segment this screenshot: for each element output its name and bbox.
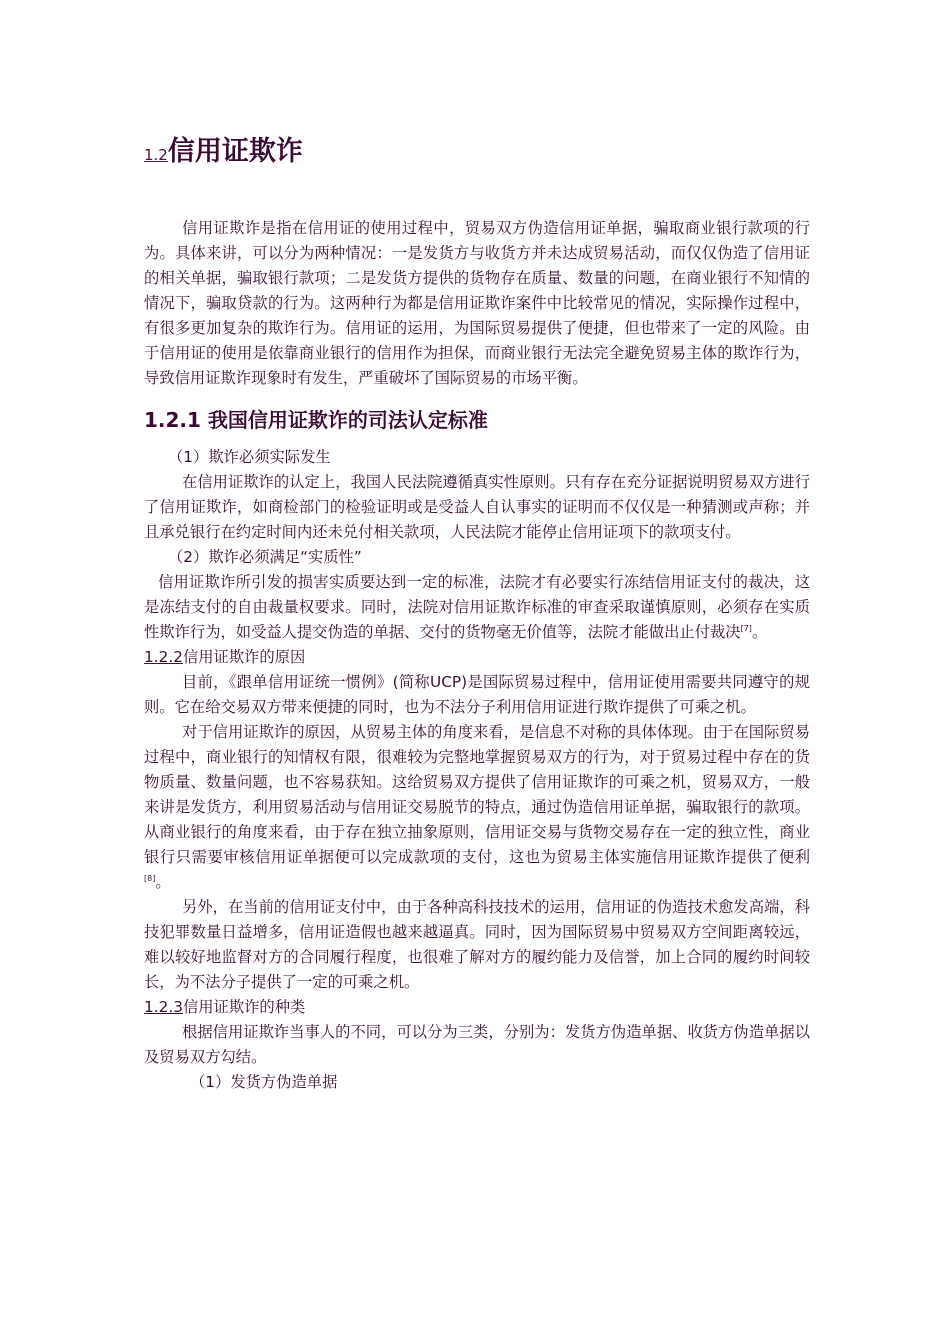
- subsection-title-1-2-3: 信用证欺诈的种类: [182, 998, 306, 1016]
- citation-7: [7]: [740, 623, 752, 633]
- cause-paragraph-2: [144, 720, 810, 895]
- subsection-number-1-2-3: 1.2.3: [144, 998, 183, 1016]
- subsection-heading-1-2-2: [144, 645, 810, 670]
- section-heading: [144, 132, 810, 172]
- criterion-2-paragraph: [144, 570, 810, 645]
- citation-8: [8]: [144, 873, 156, 883]
- criterion-2-end: 。: [751, 623, 768, 641]
- criterion-1-paragraph: 在信用证欺诈的认定上，我国人民法院遵循真实性原则。只有存在充分证据说明贸易双方进行了信用证欺诈，如商检部门的检验证明或是受益人自认事实的证明而不仅仅是一种猜测或声称；并且承兑银行在约定时间内还未兑付相关款项，人民法院才能停止信用证项下的款项支付。: [144, 473, 810, 541]
- type-1-title: （1）发货方伪造单据: [190, 1073, 338, 1091]
- cause-paragraph-2-end: 。: [155, 873, 171, 891]
- subsection-number-1-2-2: 1.2.2: [144, 648, 183, 666]
- subsection-heading-1-2-1: 1.2.1 我国信用证欺诈的司法认定标准: [144, 408, 488, 432]
- subsection-title-1-2-2: 信用证欺诈的原因: [182, 648, 306, 666]
- cause-paragraph-3: 另外，在当前的信用证支付中，由于各种高科技技术的运用，信用证的伪造技术愈发高端，科技犯罪数量日益增多，信用证造假也越来越逼真。同时，因为国际贸易中贸易双方空间距离较远，难以较好地监督对方的合同履行程度，也很难了解对方的履约能力及信誉，加上合同的履约时间较长，为不法分子提供了一定的可乘之机。: [144, 898, 810, 991]
- criterion-2-title: （2）欺诈必须满足“实质性”: [168, 548, 362, 566]
- intro-paragraph: 信用证欺诈是指在信用证的使用过程中，贸易双方伪造信用证单据，骗取商业银行款项的行为。具体来讲，可以分为两种情况：一是发货方与收货方并未达成贸易活动，而仅仅伪造了信用证的相关单据，骗取银行款项；二是发货方提供的货物存在质量、数量的问题，在商业银行不知情的情况下，骗取贷款的行为。这两种行为都是信用证欺诈案件中比较常见的情况，实际操作过程中，有很多更加复杂的欺诈行为。信用证的运用，为国际贸易提供了便捷，但也带来了一定的风险。由于信用证的使用是依靠商业银行的信用作为担保，而商业银行无法完全避免贸易主体的欺诈行为，导致信用证欺诈现象时有发生，严重破坏了国际贸易的市场平衡。: [144, 219, 810, 387]
- subsection-heading-1-2-3: [144, 995, 810, 1020]
- criterion-2-text: 信用证欺诈所引发的损害实质要达到一定的标准，法院才有必要实行冻结信用证支付的裁决，这是冻结支付的自由裁量权要求。同时，法院对信用证欺诈标准的审查采取谨慎原则，必须存在实质性欺诈行为，如受益人提交伪造的单据、交付的货物毫无价值等，法院才能做出止付裁决: [144, 573, 810, 641]
- cause-paragraph-2-text: 对于信用证欺诈的原因，从贸易主体的角度来看，是信息不对称的具体体现。由于在国际贸易过程中，商业银行的知情权有限，很难较为完整地掌握贸易双方的行为，对于贸易过程中存在的货物质量、数量问题，也不容易获知。这给贸易双方提供了信用证欺诈的可乘之机，贸易双方，一般来讲是发货方，利用贸易活动与信用证交易脱节的特点，通过伪造信用证单据，骗取银行的款项。从商业银行的角度来看，由于存在独立抽象原则，信用证交易与货物交易存在一定的独立性，商业银行只需要审核信用证单据便可以完成款项的支付，这也为贸易主体实施信用证欺诈提供了便利: [144, 723, 810, 866]
- document-body: [144, 132, 810, 1095]
- section-title: 信用证欺诈: [167, 136, 303, 167]
- section-number: 1.2: [144, 146, 168, 164]
- criterion-1-title: （1）欺诈必须实际发生: [168, 448, 331, 466]
- cause-paragraph-1: 目前，《跟单信用证统一惯例》(简称UCP)是国际贸易过程中，信用证使用需要共同遵守的规则。它在给交易双方带来便捷的同时，也为不法分子利用信用证进行欺诈提供了可乘之机。: [144, 673, 810, 716]
- types-paragraph: 根据信用证欺诈当事人的不同，可以分为三类，分别为：发货方伪造单据、收货方伪造单据以及贸易双方勾结。: [144, 1023, 810, 1066]
